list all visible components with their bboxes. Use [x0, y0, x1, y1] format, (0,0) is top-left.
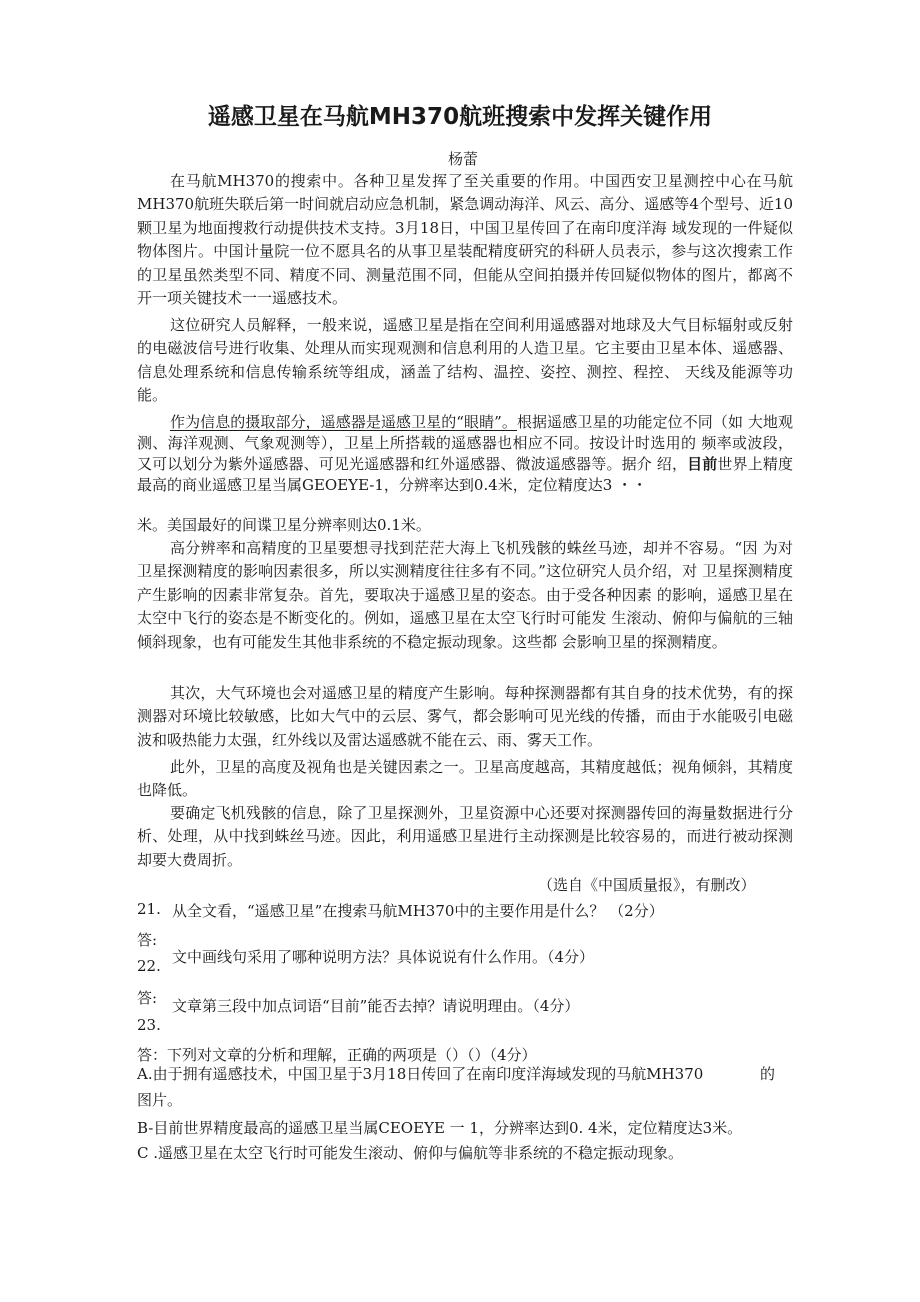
- paragraph-1: 在马航MH370的搜索中。各种卫星发挥了至关重要的作用。中国西安卫星测控中心在马航MH370航班失联后第一时间就启动应急机制，紧急调动海洋、风云、高分、遥感等4个型号、近10颗卫星为地面搜救行动提供技术支持。3月18日，中国卫星传回了在南印度洋海 域发现的一件疑似物体图片。中国计量院一位不愿具名的从事卫星装配精度研究的科研人员表示，参与这次搜索工作的卫星虽然类型不同、精度不同、测量范围不同，但能从空间拍摄并传回疑似物体的图片，都离不开一项关键技术一一遥感技术。: [137, 172, 793, 308]
- author-name: 杨蕾: [448, 150, 479, 168]
- paragraph-2: 这位研究人员解释，一般来说，遥感卫星是指在空间利用遥感器对地球及大气目标辐射或反射的电磁波信号进行收集、处理从而实现观测和信息利用的人造卫星。它主要由卫星本体、遥感器、信息处理系统和信息传输系统等组成，涵盖了结构、温控、姿控、测控、程控、 天线及能源等功能。: [137, 316, 793, 405]
- option-a-continuation: 图片。: [137, 1091, 183, 1109]
- question-22-number: 22.: [137, 957, 161, 975]
- dotted-word: 目前: [687, 455, 718, 473]
- question-21: 从全文看，“遥感卫星”在搜索马航MH370中的主要作用是什么？ （2分）: [172, 902, 664, 920]
- question-22: 文中画线句采用了哪种说明方法？具体说说有什么作用。（4分）: [172, 948, 595, 966]
- paragraph-3-continuation: 米。美国最好的间谍卫星分辨率则达0.1米。: [137, 516, 431, 534]
- paragraph-5: 其次，大气环境也会对遥感卫星的精度产生影响。每种探测器都有其自身的技术优势，有的探测器对环境比较敏感，比如大气中的云层、雾气，都会影响可见光线的传播，而由于水能吸引电磁波和吸热能力太强，红外线以及雷达遥感就不能在云、雨、雾天工作。: [137, 684, 793, 749]
- option-b: B-目前世界精度最高的遥感卫星当属CEOEYE 一 1，分辨率达到0. 4米，定位精度达3米。: [137, 1119, 743, 1137]
- underlined-sentence: 作为信息的摄取部分，遥感器是遥感卫星的“眼睛”。: [170, 413, 517, 431]
- paragraph-7: 要确定飞机残骸的信息，除了卫星探测外，卫星资源中心还要对探测器传回的海量数据进行分析、处理，从中找到蛛丝马迹。因此，利用遥感卫星进行主动探测是比较容易的，而进行被动探测却要大费周折。: [137, 804, 793, 869]
- paragraph-3-text-b: 世界上精度最高的商业遥感卫星当属GEOEYE-1，分辨率达到0.4米，定位精度达3 ・・: [137, 455, 793, 494]
- option-a-tail: 的: [760, 1065, 776, 1083]
- article-title: 遥感卫星在马航MH370航班搜索中发挥关键作用: [207, 104, 713, 130]
- answer-label-3: 答：下列对文章的分析和理解，正确的两项是（）（）（4分）: [137, 1046, 537, 1064]
- paragraph-3-text-a: 根据遥感卫星的功能定位不同（如 大地观测、海洋观测、气象观测等），卫星上所搭载的遥感器也相应不同。按设计时选用的 频率或波段，又可以划分为紫外遥感器、可见光遥感器和红外遥感器、微波遥感器等。据介 绍，: [137, 413, 793, 473]
- paragraph-3: [137, 412, 793, 496]
- paragraph-6: 此外，卫星的高度及视角也是关键因素之一。卫星高度越高，其精度越低；视角倾斜，其精度也降低。: [137, 758, 793, 800]
- answer-label-1: 答:: [137, 931, 158, 949]
- paragraph-4: 高分辨率和高精度的卫星要想寻找到茫茫大海上飞机残骸的蛛丝马迹，却并不容易。“因 为对卫星探测精度的影响因素很多，所以实测精度往往多有不同。”这位研究人员介绍，对 卫星探测精度产生影响的因素非常复杂。首先，要取决于遥感卫星的姿态。由于受各种因素 的影响，遥感卫星在太空中飞行的姿态是不断变化的。例如，遥感卫星在太空飞行时可能发 生滚动、俯仰与偏航的三轴倾斜现象，也有可能发生其他非系统的不稳定振动现象。这些都 会影响卫星的探测精度。: [137, 539, 793, 651]
- answer-label-2: 答:: [137, 989, 158, 1007]
- option-c: C .遥感卫星在太空飞行时可能发生滚动、俯仰与偏航等非系统的不稳定振动现象。: [137, 1144, 684, 1162]
- question-23: 文章第三段中加点词语“目前”能否去掉？请说明理由。（4分）: [172, 997, 580, 1015]
- question-23-number: 23.: [137, 1016, 161, 1034]
- option-a: A.由于拥有遥感技术，中国卫星于3月18日传回了在南印度洋海域发现的马航MH370: [137, 1065, 704, 1083]
- source-note: （选自《中国质量报》，有删改）: [538, 876, 756, 894]
- question-21-number: 21.: [137, 900, 161, 918]
